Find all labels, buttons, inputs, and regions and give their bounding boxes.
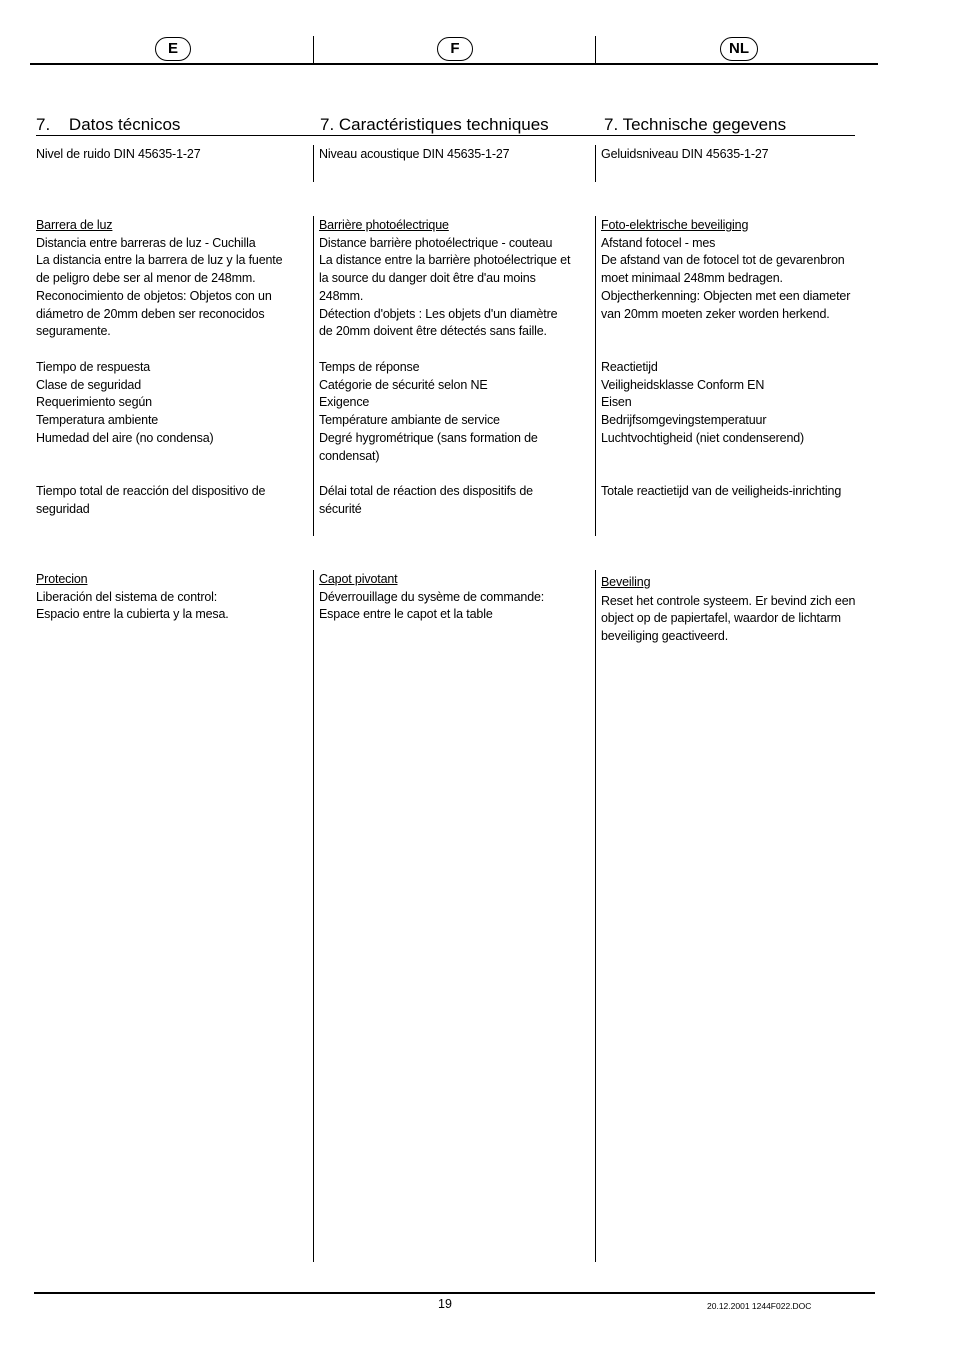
es-spec-item: Temperatura ambiente — [36, 413, 159, 428]
fr-total-reaction — [319, 483, 533, 518]
nl-light-line: Objectherkenning: Objecten met een diameter — [601, 288, 851, 303]
es-total-line: Tiempo total de reacción del dispositivo de — [36, 484, 266, 498]
es-light-title: Barrera de luz — [36, 218, 113, 232]
nl-light-title: Foto-elektrische beveiliging — [601, 218, 749, 232]
es-light-line: seguramente. — [36, 324, 111, 339]
fr-protect-line: Déverrouillage du sysème de commande: — [319, 589, 545, 604]
nl-noise — [601, 146, 768, 164]
es-noise-text: Nivel de ruido DIN 45635-1-27 — [36, 147, 201, 161]
column-divider-1b — [313, 216, 314, 536]
fr-light-line: la source du danger doit être d'au moins — [319, 271, 536, 286]
fr-spec-item: Temps de réponse — [319, 360, 420, 374]
fr-light-barrier — [319, 217, 570, 341]
es-light-line: La distancia entre la barrera de luz y la fuente — [36, 253, 283, 268]
nl-spec-item: Veiligheidsklasse Conform EN — [601, 377, 765, 392]
es-light-line: diámetro de 20mm deben ser reconocidos — [36, 306, 265, 321]
nl-light-line: van 20mm moeten zeker worden herkend. — [601, 306, 830, 321]
column-divider-2b — [595, 216, 596, 536]
column-divider-1c — [313, 570, 314, 1262]
lang-badge-e: E — [155, 37, 191, 61]
document-id: 20.12.2001 1244F022.DOC — [707, 1301, 812, 1311]
es-total-reaction — [36, 483, 265, 518]
nl-light-line: moet minimaal 248mm bedragen. — [601, 271, 783, 286]
fr-spec-item: Exigence — [319, 395, 370, 410]
fr-spec-item: condensat) — [319, 448, 380, 463]
nl-spec-item: Luchtvochtigheid (niet condenserend) — [601, 430, 805, 445]
heading-es — [36, 115, 180, 135]
fr-light-line: La distance entre la barrière photoélectrique et — [319, 253, 571, 268]
fr-total-line: Délai total de réaction des dispositifs de — [319, 484, 533, 498]
header-divider-2 — [595, 36, 596, 63]
header-rule — [30, 63, 878, 65]
fr-light-line: Distance barrière photoélectrique - couteau — [319, 235, 553, 250]
nl-total-line: Totale reactietijd van de veiligheids-inrichting — [601, 484, 842, 498]
nl-protection — [601, 574, 855, 646]
fr-light-line: Détection d'objets : Les objets d'un diamètre — [319, 306, 558, 321]
fr-spec-item: Catégorie de sécurité selon NE — [319, 377, 488, 392]
lang-badge-f: F — [437, 37, 473, 61]
nl-protect-title: Beveiling — [601, 575, 651, 589]
nl-light-line: Afstand fotocel - mes — [601, 235, 716, 250]
es-spec-item: Clase de seguridad — [36, 377, 142, 392]
fr-noise-text: Niveau acoustique DIN 45635-1-27 — [319, 147, 510, 161]
nl-protect-line: beveiliging geactiveerd. — [601, 629, 729, 644]
footer-rule — [34, 1292, 875, 1294]
nl-spec-item: Reactietijd — [601, 360, 658, 374]
nl-spec-item: Eisen — [601, 395, 632, 410]
es-spec-item: Tiempo de respuesta — [36, 360, 151, 374]
heading-es-title: Datos técnicos — [68, 115, 181, 134]
es-spec-item: Humedad del aire (no condensa) — [36, 430, 214, 445]
es-light-barrier — [36, 217, 282, 341]
fr-specs — [319, 359, 538, 465]
lang-badge-nl: NL — [720, 37, 758, 61]
heading-es-number: 7. — [36, 115, 51, 134]
fr-noise — [319, 146, 509, 164]
es-protection — [36, 571, 229, 624]
column-divider-2c — [595, 570, 596, 1262]
column-divider-2a — [595, 145, 596, 182]
nl-protect-line: Reset het controle systeem. Er bevind zich een — [601, 593, 856, 608]
nl-noise-text: Geluidsniveau DIN 45635-1-27 — [601, 147, 769, 161]
nl-specs — [601, 359, 804, 448]
fr-light-title: Barrière photoélectrique — [319, 218, 449, 232]
nl-spec-item: Bedrijfsomgevingstemperatuur — [601, 413, 767, 428]
fr-protect-title: Capot pivotant — [319, 572, 398, 586]
es-protect-title: Protecion — [36, 572, 88, 586]
es-light-line: Reconocimiento de objetos: Objetos con un — [36, 288, 272, 303]
fr-protection — [319, 571, 544, 624]
nl-protect-line: object op de papiertafel, waardor de lichtarm — [601, 611, 841, 626]
es-specs — [36, 359, 214, 448]
header-divider-1 — [313, 36, 314, 63]
fr-light-line: de 20mm doivent être détectés sans faille. — [319, 324, 547, 339]
heading-underline — [36, 135, 855, 136]
fr-light-line: 248mm. — [319, 288, 364, 303]
es-light-line: de peligro debe ser al menor de 248mm. — [36, 271, 256, 286]
nl-light-line: De afstand van de fotocel tot de gevarenbron — [601, 253, 845, 268]
fr-spec-item: Degré hygrométrique (sans formation de — [319, 430, 538, 445]
es-noise — [36, 146, 201, 164]
es-protect-line: Espacio entre la cubierta y la mesa. — [36, 607, 229, 622]
nl-total-reaction — [601, 483, 841, 501]
fr-total-line: sécurité — [319, 501, 362, 516]
fr-protect-line: Espace entre le capot et la table — [319, 607, 493, 622]
column-divider-1a — [313, 145, 314, 182]
es-spec-item: Requerimiento según — [36, 395, 152, 410]
es-protect-line: Liberación del sistema de control: — [36, 589, 218, 604]
nl-light-barrier — [601, 217, 850, 323]
fr-spec-item: Température ambiante de service — [319, 413, 500, 428]
es-light-line: Distancia entre barreras de luz - Cuchilla — [36, 235, 256, 250]
heading-fr: 7. Caractéristiques techniques — [320, 115, 549, 134]
es-total-line: seguridad — [36, 501, 90, 516]
heading-nl: 7. Technische gegevens — [604, 115, 787, 134]
page-number: 19 — [438, 1297, 452, 1311]
